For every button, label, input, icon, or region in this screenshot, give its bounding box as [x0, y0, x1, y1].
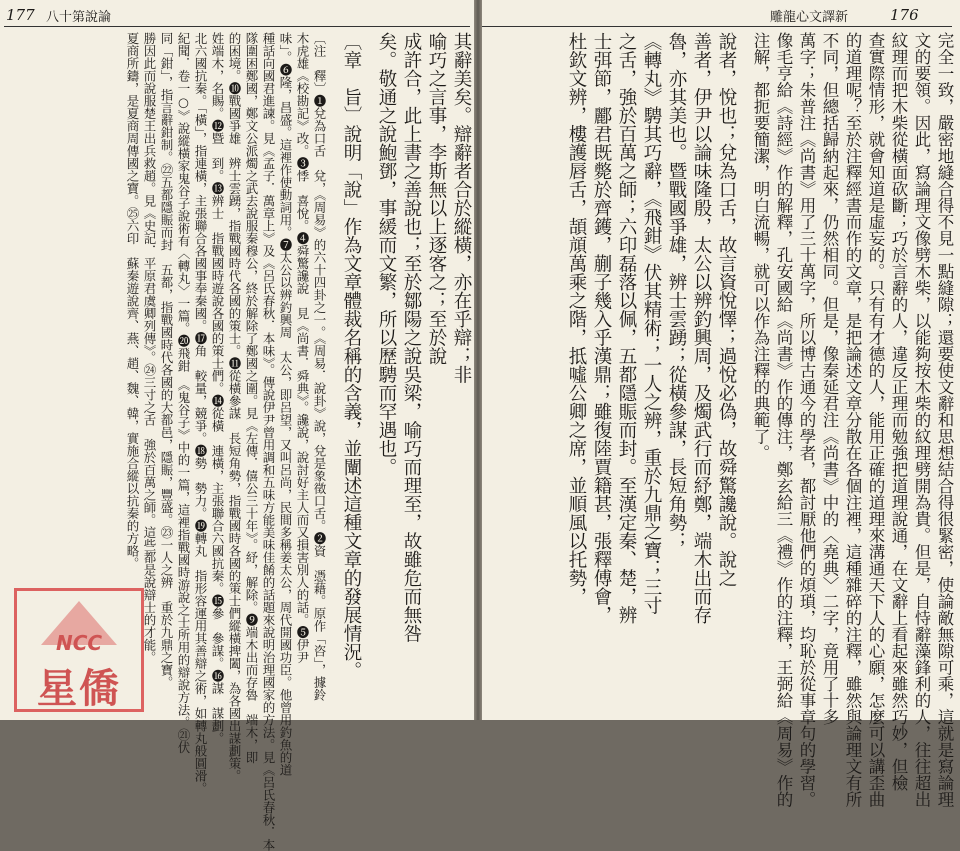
text-column: 士弭節，酈君既斃於齊鑊，蒯子幾入乎漢鼎；雖復陸賈籍甚，張釋傅會，	[591, 32, 612, 624]
left-page	[0, 0, 474, 851]
left-running-title: 八十第說論	[46, 10, 112, 25]
left-page-header	[0, 6, 474, 26]
note-column: 的困境。❿戰國爭雄 辨士雲踴，指戰國時代各國的策士。⓫從橫參謀 長短角勢，指戰國時各國的策士們縱橫捭闔，為各國出謀劃策。	[227, 32, 242, 782]
right-page-number: 176	[890, 6, 919, 24]
text-column: 矣。敬通之說鮑鄧，事緩而文繁，所以歷騁而罕遇也。	[376, 32, 397, 476]
seal-chinese: 星僑	[37, 666, 121, 712]
note-column: 姓端木，名賜。⓬暨 到。⓭辨士 指戰國時遊說各國的策士們。⓮從橫 連橫，主張聯合六國抗秦。⓯參 參謀。⓰謀 謀劃。	[210, 32, 225, 745]
text-column: 紋理而把木柴從橫面砍斷；巧於言辭的人，違反正理而勉強把道理說通，在文辭上看起來雖然巧妙，但檢	[889, 32, 908, 791]
left-header-rule	[4, 26, 470, 27]
note-column: 北六國抗秦。「橫」，指連橫，主張聯合各國事奉秦國。⓱角 較量，競爭。⓲勢 勢力。⓳轉丸 指形容運用其善辯之術，如轉丸般圓滑。	[193, 32, 208, 795]
text-column: 像毛亨給《詩經》作的解釋，孔安國給《尚書》作的傳注，鄭玄給三《禮》作的注釋，王弼給《周易》作的	[774, 32, 793, 808]
note-column: 夏商所鑄，是夏商周傳國之寶。㉕六印 蘇秦遊說齊、燕、趙、魏、韓，實施合縱以抗秦的方略。	[125, 32, 140, 570]
text-column: 杜欽文辨，樓護唇舌，頡頏萬乘之階，抵噓公卿之席，並順風以托勢，	[566, 32, 587, 606]
text-column: 注解，都扼要簡潔，明白流暢，就可以作為注釋的典範了。	[751, 32, 770, 461]
note-column: 味」。❻隆，昌盛。這裡作使動詞用。❼太公以辨釣興周 太公，即呂望，又叫呂尚，民間多稱姜太公，周代開國功臣。他曾用釣魚的道	[278, 32, 293, 776]
text-column: 文的要領。因此，寫論理文像劈木柴，以能夠按木柴的紋理劈開為貴。但是，自恃辭藻鋒利的人，往往超出	[912, 32, 931, 808]
note-column: 〔注 釋〕❶兌為口舌 兌，《周易》的六十四卦之一。《周易．說卦》說，兌是象徵口舌。❷資 憑藉。原作「咨」，據鈴	[312, 32, 327, 701]
text-column: 說者，悅也；兌為口舌，故言資悅懌；過悅必偽，故舜驚讒說。說之	[716, 32, 737, 587]
text-column: 查實際情形，就會知道是虛妄的。只有有才德的人，能用正確的道理來溝通天下人的心願，怎麼可以講歪曲	[866, 32, 885, 808]
text-column: 完全一致，嚴密地縫合得不見一點縫隙；還要使文辭和思想結合得很緊密，使論敵無隙可乘，這就是寫論理	[935, 32, 954, 808]
left-page-number: 177	[6, 6, 35, 24]
ncc-seal	[14, 588, 144, 712]
text-column: 魯，亦其美也。暨戰國爭雄，辨士雲踴；從橫參謀，長短角勢；	[666, 32, 687, 550]
seal-latin: NCC	[55, 631, 103, 655]
text-column: 喻巧之言事，李斯無以上逐客之；至於說	[426, 32, 447, 365]
text-column: 其辭美矣。辯辭者合於縱橫，亦在乎辯；非	[451, 32, 472, 384]
text-column: 〔章 旨〕說明「說」作為文章體裁名稱的含義，並闡述這種文章的發展情況。	[341, 32, 362, 680]
note-column: 勝因此而說服楚王出兵救趙。見《史記．平原君虞卿列傳》。㉔三寸之舌 強於百萬之師。這些都是說辯士的才能。	[142, 32, 157, 664]
right-page	[482, 0, 960, 808]
right-page-header	[482, 6, 960, 26]
text-column: 之舌，強於百萬之師；六印磊落以佩，五都隱賑而封。至漢定秦、楚，辨	[616, 32, 637, 624]
text-column: 善者，伊尹以論味隆殷，太公以辨釣興周，及燭武行而紓鄭，端木出而存	[691, 32, 712, 624]
right-running-title: 雕龍心文譯新	[770, 10, 849, 25]
book-gutter	[474, 0, 482, 720]
text-column: 的道理呢？至於注釋經書而作的文章，是把論述文章分散在各個注裡，這種雜碎的注釋，雖然與論理文有所	[843, 32, 862, 808]
right-header-rule	[482, 26, 952, 27]
note-column: 同「鉗」，指言辭鉗制。㉒五都隱賑而封 五都，指戰國時代各國的大都邑，隱賑，豐盛。㉓一人之辨 重於九鼎之寶。	[159, 32, 174, 689]
note-column: 木虎雄《校勘記》改。❸悸 喜悅。❹舜驚讒說 見《尚書．舜典》。讒說，說討好主人而又損害別人的話。❺伊尹	[295, 32, 310, 664]
note-column: 隊圍困鄭國，鄭文公派燭之武去說服秦穆公，終於解除了鄭國之圍。見《左傳．僖公三十年》。紓，解除。❾端木出而存魯 端木，即	[244, 32, 259, 764]
text-column: 成許合，此上書之善說也；至於鄒陽之說吳梁，喻巧而理至，故雖危而無咎	[401, 32, 422, 643]
text-column: 《轉丸》騁其巧辭，《飛鉗》伏其精術；一人之辨，重於九鼎之寶；三寸	[641, 32, 662, 615]
note-column: 種話向國君進諫。見《孟子．萬章上》及《呂氏春秋．本味》。傳說伊尹曾用調和五味方能美味佳餚的話題來說明治理國家的方法。見《呂氏春秋．本	[261, 32, 276, 851]
text-column: 萬字；朱普注《尚書》用了三十萬字，所以博古通今的學者，都討厭他們的煩瑣，均恥於從事章句的學習。	[797, 32, 816, 808]
note-column: 紀聞．卷一○》說縱橫家鬼谷子說術有〈轉丸〉一篇。⓴飛鉗 《鬼谷子》中的一篇，這裡指戰國時游說之士所用的辯說方法。㉑伏	[176, 32, 191, 754]
text-column: 不同，但總括歸納起來，仍然相同。但是，像秦延君注《尚書》中的〈堯典〉二字，竟用了十多	[820, 32, 839, 725]
right-text-block	[482, 32, 954, 808]
